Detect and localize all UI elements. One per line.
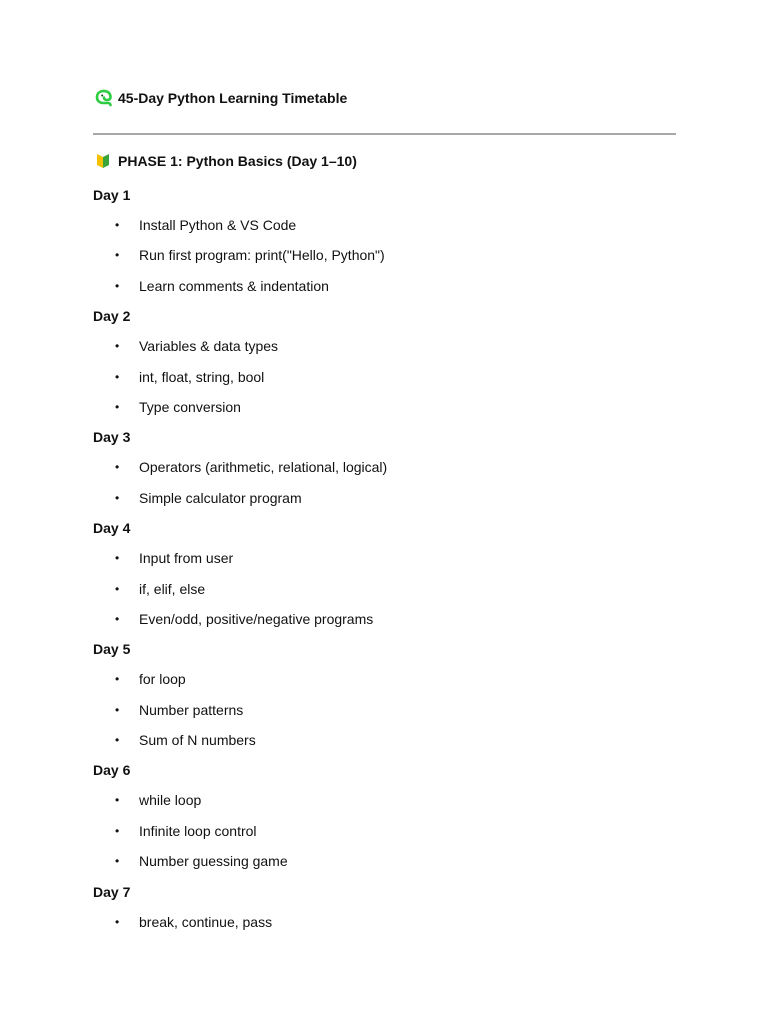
list-item bbox=[93, 210, 676, 240]
list-item bbox=[93, 816, 676, 846]
day-block bbox=[93, 301, 676, 422]
day-label: Day 2 bbox=[93, 308, 131, 325]
day-label: Day 1 bbox=[93, 187, 131, 203]
bullet-icon: • bbox=[115, 581, 120, 596]
list-item bbox=[93, 785, 676, 815]
bullet-icon: • bbox=[115, 733, 120, 748]
list-item bbox=[93, 452, 676, 482]
list-item bbox=[93, 574, 676, 604]
list-item bbox=[93, 846, 676, 876]
bullet-icon: • bbox=[115, 339, 120, 354]
list-item bbox=[93, 604, 676, 634]
day-task-list bbox=[93, 210, 676, 301]
bullet-icon: • bbox=[115, 490, 120, 505]
list-item bbox=[93, 907, 676, 937]
day-block bbox=[93, 422, 676, 513]
list-item-text: break, continue, pass bbox=[139, 913, 273, 930]
bullet-icon: • bbox=[115, 823, 120, 838]
document-title: 45-Day Python Learning Timetable bbox=[118, 90, 348, 106]
bullet-icon: • bbox=[115, 369, 120, 384]
list-item bbox=[93, 543, 676, 573]
bullet-icon: • bbox=[115, 278, 120, 293]
document-page bbox=[93, 86, 676, 937]
list-item-text: Simple calculator program bbox=[139, 489, 302, 506]
document-title-row bbox=[95, 86, 676, 110]
bullet-icon: • bbox=[115, 672, 120, 687]
list-item bbox=[93, 392, 676, 422]
bullet-icon: • bbox=[115, 460, 120, 475]
list-item-text: Type conversion bbox=[139, 398, 241, 415]
day-block bbox=[93, 180, 676, 301]
list-item-text: Operators (arithmetic, relational, logical) bbox=[139, 459, 388, 476]
list-item-text: Number guessing game bbox=[139, 853, 288, 870]
day-task-list bbox=[93, 331, 676, 422]
list-item-text: int, float, string, bool bbox=[139, 368, 265, 385]
list-item bbox=[93, 240, 676, 270]
day-task-list bbox=[93, 543, 676, 634]
list-item-text: Number patterns bbox=[139, 701, 244, 718]
list-item bbox=[93, 331, 676, 361]
list-item-text: if, elif, else bbox=[139, 580, 206, 597]
list-item-text: Sum of N numbers bbox=[139, 732, 256, 749]
day-block bbox=[93, 877, 676, 937]
day-label: Day 6 bbox=[93, 762, 131, 779]
bullet-icon: • bbox=[115, 611, 120, 626]
list-item bbox=[93, 725, 676, 755]
bullet-icon: • bbox=[115, 399, 120, 414]
list-item-text: while loop bbox=[139, 792, 202, 809]
python-snake-icon bbox=[95, 89, 113, 107]
day-label: Day 4 bbox=[93, 520, 131, 537]
bullet-icon: • bbox=[115, 702, 120, 717]
day-task-list bbox=[93, 785, 676, 876]
list-item-text: Input from user bbox=[139, 550, 234, 567]
list-item bbox=[93, 362, 676, 392]
list-item bbox=[93, 664, 676, 694]
bullet-icon: • bbox=[115, 218, 120, 232]
day-task-list bbox=[93, 907, 676, 937]
list-item-text: Even/odd, positive/negative programs bbox=[139, 610, 374, 627]
day-block bbox=[93, 513, 676, 634]
bullet-icon: • bbox=[115, 551, 120, 566]
day-task-list bbox=[93, 664, 676, 755]
list-item bbox=[93, 695, 676, 725]
list-item-text: Infinite loop control bbox=[139, 822, 257, 839]
list-item-text: Run first program: print("Hello, Python") bbox=[139, 247, 385, 264]
bullet-icon: • bbox=[115, 793, 120, 808]
day-label: Day 7 bbox=[93, 883, 131, 900]
phase-heading bbox=[95, 150, 676, 172]
day-label: Day 5 bbox=[93, 641, 131, 658]
bullet-icon: • bbox=[115, 914, 120, 929]
day-task-list bbox=[93, 452, 676, 513]
list-item-text: for loop bbox=[139, 671, 186, 688]
day-block bbox=[93, 634, 676, 755]
phase-title: PHASE 1: Python Basics (Day 1–10) bbox=[118, 153, 357, 169]
day-block bbox=[93, 755, 676, 876]
list-item-text: Install Python & VS Code bbox=[139, 217, 297, 233]
day-list-container bbox=[93, 180, 676, 937]
list-item-text: Learn comments & indentation bbox=[139, 277, 329, 294]
list-item bbox=[93, 271, 676, 301]
list-item-text: Variables & data types bbox=[139, 338, 279, 355]
bullet-icon: • bbox=[115, 248, 120, 263]
list-item bbox=[93, 483, 676, 513]
beginner-leaf-icon bbox=[95, 153, 111, 169]
bullet-icon: • bbox=[115, 854, 120, 869]
horizontal-rule bbox=[93, 133, 676, 135]
day-label: Day 3 bbox=[93, 429, 131, 446]
